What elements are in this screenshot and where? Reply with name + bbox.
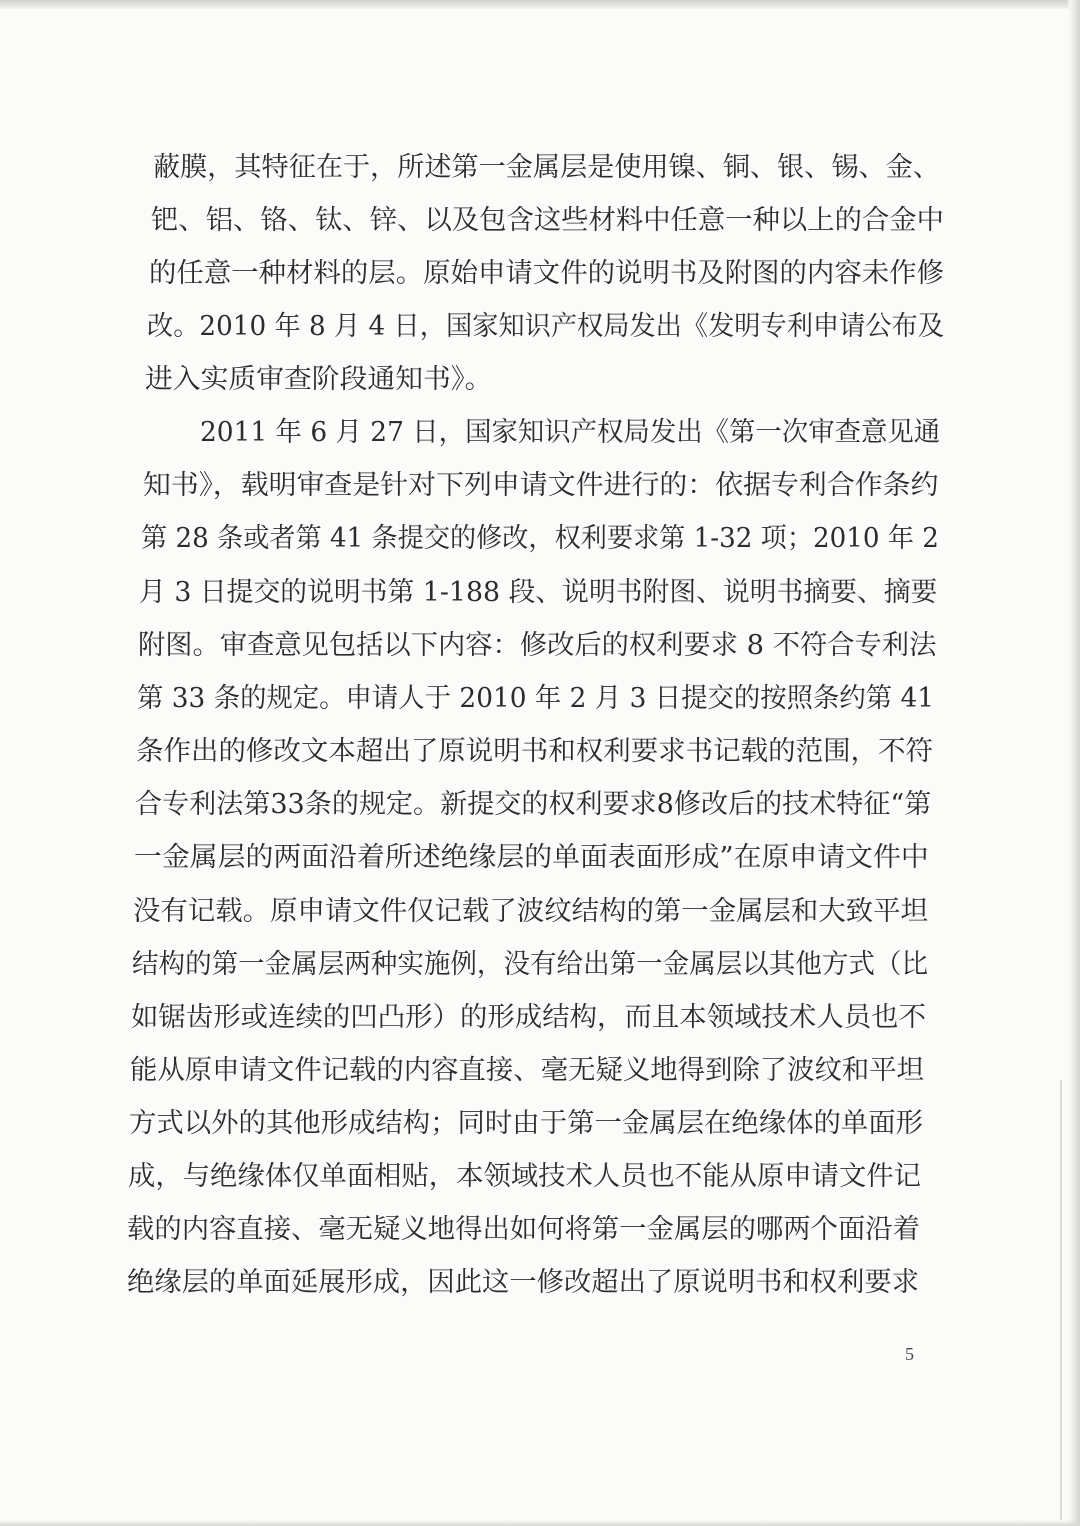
text-line: 第 28 条或者第 41 条提交的修改，权利要求第 1-32 项；2010 年 2 [141, 523, 939, 554]
text-line: 的任意一种材料的层。原始申请文件的说明书及附图的内容未作修 [149, 258, 944, 289]
text-line: 钯、铝、铬、钛、锌、以及包含这些材料中任意一种以上的合金中 [151, 205, 944, 236]
text-line: 条作出的修改文本超出了原说明书和权利要求书记载的范围，不符 [136, 736, 933, 767]
text-line: 附图。审查意见包括以下内容：修改后的权利要求 8 不符合专利法 [138, 630, 937, 661]
text-line: 方式以外的其他形成结构；同时由于第一金属层在绝缘体的单面形 [129, 1108, 924, 1139]
scan-bottom-edge [0, 1520, 1080, 1526]
text-line: 没有记载。原申请文件仅记载了波纹结构的第一金属层和大致平坦 [133, 896, 928, 927]
text-line: 月 3 日提交的说明书第 1-188 段、说明书附图、说明书摘要、摘要 [139, 577, 938, 608]
scan-right-shadow-line [1060, 1080, 1062, 1520]
text-line: 如锯齿形或连续的凹凸形）的形成结构，而且本领域技术人员也不 [131, 1002, 926, 1033]
text-line: 一金属层的两面沿着所述绝缘层的单面表面形成”在原申请文件中 [134, 842, 929, 873]
scan-top-edge [0, 0, 1080, 9]
page-number: 5 [905, 1344, 914, 1364]
text-line: 第 33 条的规定。申请人于 2010 年 2 月 3 日提交的按照条约第 41 [137, 683, 935, 714]
text-line: 合专利法第33条的规定。新提交的权利要求8修改后的技术特征“第 [135, 789, 932, 820]
text-line: 2011 年 6 月 27 日，国家知识产权局发出《第一次审查意见通 [200, 417, 941, 448]
text-line: 改。2010 年 8 月 4 日，国家知识产权局发出《发明专利申请公布及 [147, 311, 944, 342]
text-line: 知书》，载明审查是针对下列申请文件进行的：依据专利合作条约 [143, 470, 939, 501]
scan-right-edge [1066, 0, 1080, 1526]
text-line: 蔽膜，其特征在于，所述第一金属层是使用镍、铜、银、锡、金、 [153, 152, 940, 183]
text-line: 成，与绝缘体仅单面相贴，本领域技术人员也不能从原申请文件记 [128, 1161, 921, 1192]
text-line: 进入实质审查阶段通知书》。 [145, 364, 493, 395]
text-line: 载的内容直接、毫无疑义地得出如何将第一金属层的哪两个面沿着 [127, 1214, 920, 1245]
text-line: 绝缘层的单面延展形成，因此这一修改超出了原说明书和权利要求 [127, 1267, 919, 1298]
text-line: 结构的第一金属层两种实施例，没有给出第一金属层以其他方式（比 [132, 949, 928, 980]
text-line: 能从原申请文件记载的内容直接、毫无疑义地得到除了波纹和平坦 [130, 1055, 925, 1086]
